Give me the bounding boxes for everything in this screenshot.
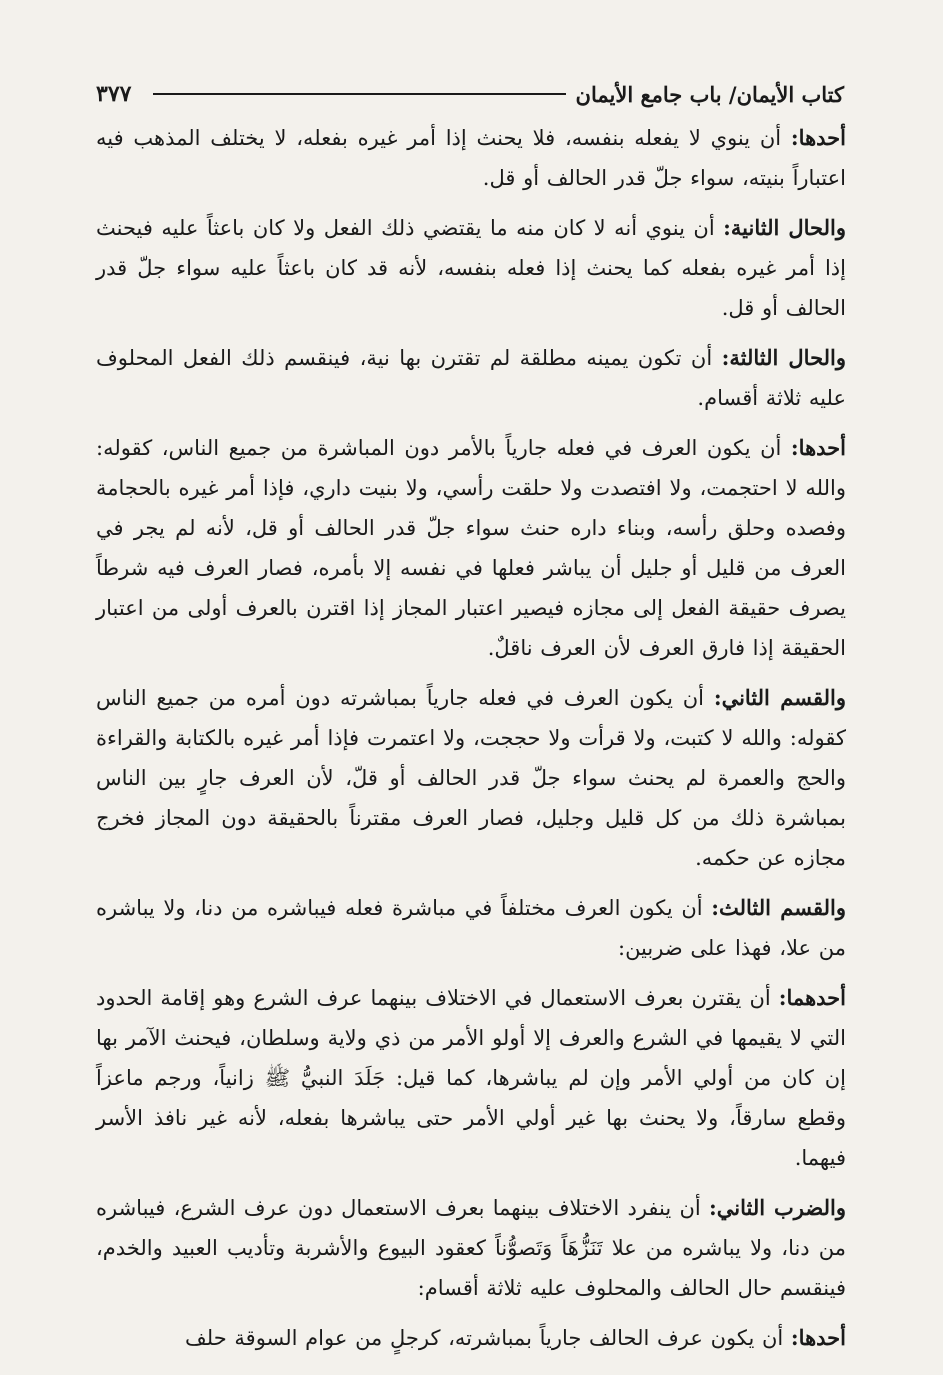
paragraph [96,338,846,418]
paragraph [96,978,846,1178]
paragraph-text: أن يكون عرف الحالف جارياً بمباشرته، كرجلٍ من عوام السوقة حلف [185,1326,791,1350]
header-rule [153,93,565,95]
running-title: كتاب الأيمان/ باب جامع الأيمان [575,81,844,107]
paragraph-text: أن ينوي أنه لا كان منه ما يقتضي ذلك الفعل ولا كان باعثاً عليه فيحنث إذا أمر غيره بفعله كما يحنث إذا فعله بنفسه، لأنه قد كان باعثاً عليه سواء جلّ قدر الحالف أو قل. [96,216,846,320]
paragraph-text: أن ينفرد الاختلاف بينهما بعرف الاستعمال دون عرف الشرع، فيباشره من دنا، ولا يباشره من علا تَنَزُّهَاً وَتَصوُّناً كعقود البيوع والأشربة وتأديب العبيد والخدم، فينقسم حال الحالف والمحلوف عليه ثلاثة أقسام: [96,1196,846,1300]
paragraph [96,678,846,878]
paragraph-text: أن يقترن بعرف الاستعمال في الاختلاف بينهما عرف الشرع وهو إقامة الحدود التي لا يقيمها في الشرع والعرف إلا أولو الأمر من ذي ولاية وسلطان، فيحنث الآمر بها إن كان من أولي الأمر وإن لم يباشرها، كما قيل: جَلَدَ النبيُّ ﷺ زانياً، ورجم ماعزاً وقطع سارقاً، ولا يحنث بها غير أولي الأمر حتى يباشرها بفعله، لأنه غير نافذ الأسر فيهما. [96,986,846,1170]
paragraph-lead: والضرب الثاني: [709,1195,846,1220]
body-text [96,118,846,1358]
paragraph-lead: والقسم الثالث: [711,895,846,920]
paragraph-text: أن تكون يمينه مطلقة لم تقترن بها نية، فينقسم ذلك الفعل المحلوف عليه ثلاثة أقسام. [96,346,846,410]
paragraph [96,428,846,668]
page-header [96,74,844,114]
paragraph-text: أن ينوي لا يفعله بنفسه، فلا يحنث إذا أمر غيره بفعله، لا يختلف المذهب فيه اعتباراً بنيته، سواء جلّ قدر الحالف أو قل. [96,126,846,190]
paragraph-lead: أحدها: [790,435,846,460]
paragraph [96,1318,846,1358]
paragraph-lead: أحدهما: [778,985,846,1010]
paragraph-lead: أحدها: [790,1325,846,1350]
page-number: ٣٧٧ [96,81,132,107]
paragraph [96,118,846,198]
paragraph-lead: والحال الثالثة: [721,345,846,370]
paragraph-lead: أحدها: [790,125,846,150]
paragraph-text: أن يكون العرف في فعله جارياً بالأمر دون المباشرة من جميع الناس، كقوله: والله لا احتجمت، ولا افتصدت ولا حلقت رأسي، ولا بنيت داري، فإذا أمر غيره بالحجامة وفصده وحلق رأسه، وبناء داره حنث سواء جلّ قدر الحالف أو قل، لأنه لم يجر في العرف من قليل أو جليل أن يباشر فعلها في نفسه إلا بأمره، فصار العرف فيه شرطاً يصرف حقيقة الفعل إلى مجازه فيصير اعتبار المجاز إذا اقترن بالعرف أولى من اعتبار الحقيقة إذا فارق العرف لأن العرف ناقلٌ. [96,436,846,660]
paragraph-lead: والحال الثانية: [723,215,846,240]
paragraph [96,888,846,968]
paragraph [96,208,846,328]
paragraph-text: أن يكون العرف في فعله جارياً بمباشرته دون أمره من جميع الناس كقوله: والله لا كتبت، ولا قرأت ولا حججت، ولا اعتمرت فإذا أمر غيره بالكتابة والقراءة والحج والعمرة لم يحنث سواء جلّ قدر الحالف أو قلّ، لأن العرف جارٍ بين الناس بمباشرة ذلك من كل قليل وجليل، فصار العرف مقترناً بالحقيقة دون المجاز فخرج مجازه عن حكمه. [96,686,846,870]
paragraph [96,1188,846,1308]
paragraph-text: أن يكون العرف مختلفاً في مباشرة فعله فيباشره من دنا، ولا يباشره من علا، فهذا على ضربين: [96,896,846,960]
paragraph-lead: والقسم الثاني: [713,685,847,710]
